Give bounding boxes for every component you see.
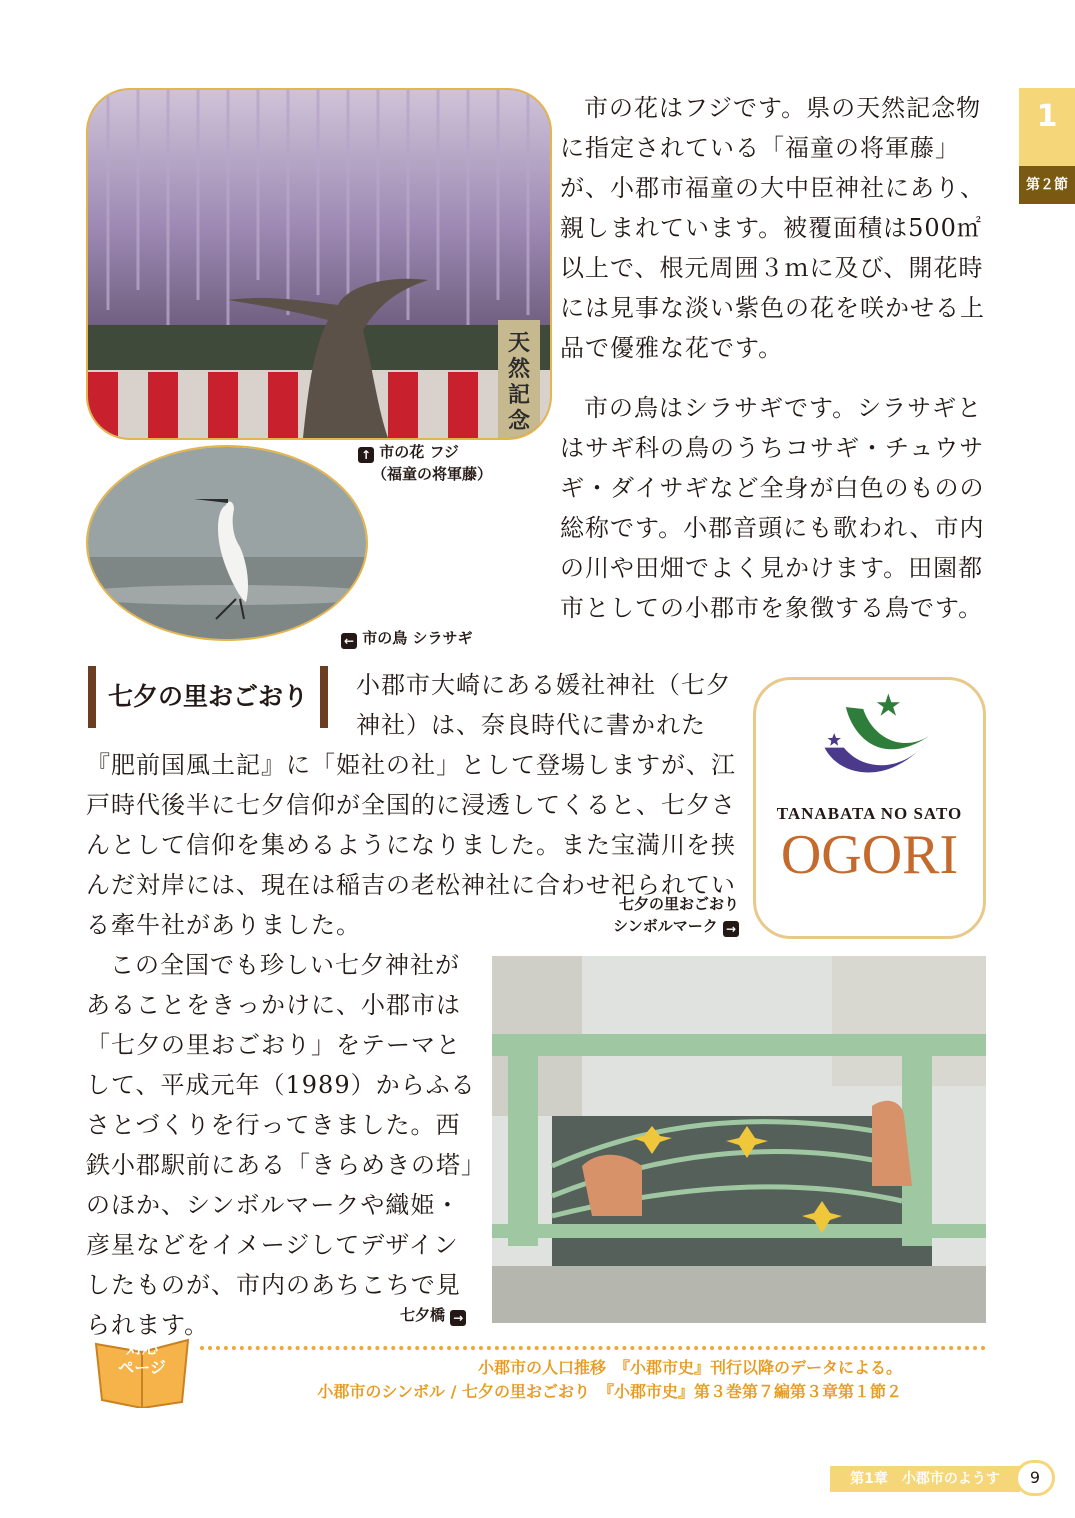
furusato-text [86,945,476,1345]
section-heading: 七夕の里おごおり [88,666,328,728]
page-number: 9 [1015,1460,1055,1496]
reference-list [200,1356,902,1404]
footer-chapter: 第1章 小郡市のようす [830,1466,1020,1492]
reference-dotted-line [200,1346,986,1350]
bridge-caption: 七夕橋 → [400,1304,466,1326]
wisteria-photo [86,88,552,440]
logo-caption: 七夕の里おごおり シンボルマーク → [613,895,739,936]
bridge-photo [492,956,986,1323]
egret-photo [86,445,368,641]
reference-badge: 対応 ページ [92,1330,192,1408]
arrow-right-icon: → [450,1310,466,1326]
logo-title: OGORI [780,824,959,886]
reference-line-1: 小郡市の人口推移 『小郡市史』刊行以降のデータによる。 [477,1358,902,1377]
paragraph-bird: 市の鳥はシラサギです。シラサギとはサギ科の鳥のうちコサギ・チュウサギ・ダイサギなど全身が白色のものの総称です。小郡音頭にも歌われ、市内の川や田畑でよく見かけます。田園都市としての小郡市を象徴する鳥です。 [560,394,985,622]
section-tab [1019,88,1075,218]
paragraph-furusato: この全国でも珍しい七夕神社があることをきっかけに、小郡市は「七夕の里おごおり」をテーマとして、平成元年（1989）からふるさとづくりを行ってきました。西鉄小郡駅前にある「きらめきの塔」のほか、シンボルマークや織姫・彦星などをイメージしてデザインしたものが、市内のあちこちで見られます。 [86,951,476,1339]
arrow-right-icon: → [723,921,739,937]
logo-subtitle: TANABATA NO SATO [776,804,963,823]
natural-monument-sign: 天然記念 [507,330,530,434]
arrow-left-icon: ← [341,633,357,649]
wisteria-caption: ↑ 市の花 フジ （福童の将軍藤） [358,441,492,485]
section-number: 1 [1019,88,1075,166]
reference-line-2: 小郡市のシンボル / 七夕の里おごおり 『小郡市史』第３巻第７編第３章第１節２ [317,1382,902,1401]
egret-caption: ← 市の鳥 シラサギ [341,627,472,649]
ogori-logo [753,677,986,939]
paragraph-flower: 市の花はフジです。県の天然記念物に指定されている「福童の将軍藤」が、小郡市福童の大中臣神社にあり、親しまれています。被覆面積は500㎡以上で、根元周囲３ｍに及び、開花時には見事な淡い紫色の花を咲かせる上品で優雅な花です。 [560,94,985,362]
paragraph-history: 小郡市大崎にある媛社神社（七夕神社）は、奈良時代に書かれた『肥前国風土記』に「姫社の社」として登場しますが、江戸時代後半に七夕信仰が全国的に浸透してくると、七夕さんとして信仰を集めるようになりました。また宝満川を挟んだ対岸には、現在は稲吉の老松神社に合わせ祀られている牽牛社がありました。 [86,671,736,939]
symbol-text [560,88,988,628]
arrow-up-icon: ↑ [358,447,374,463]
section-label: 第２節 [1019,166,1075,204]
